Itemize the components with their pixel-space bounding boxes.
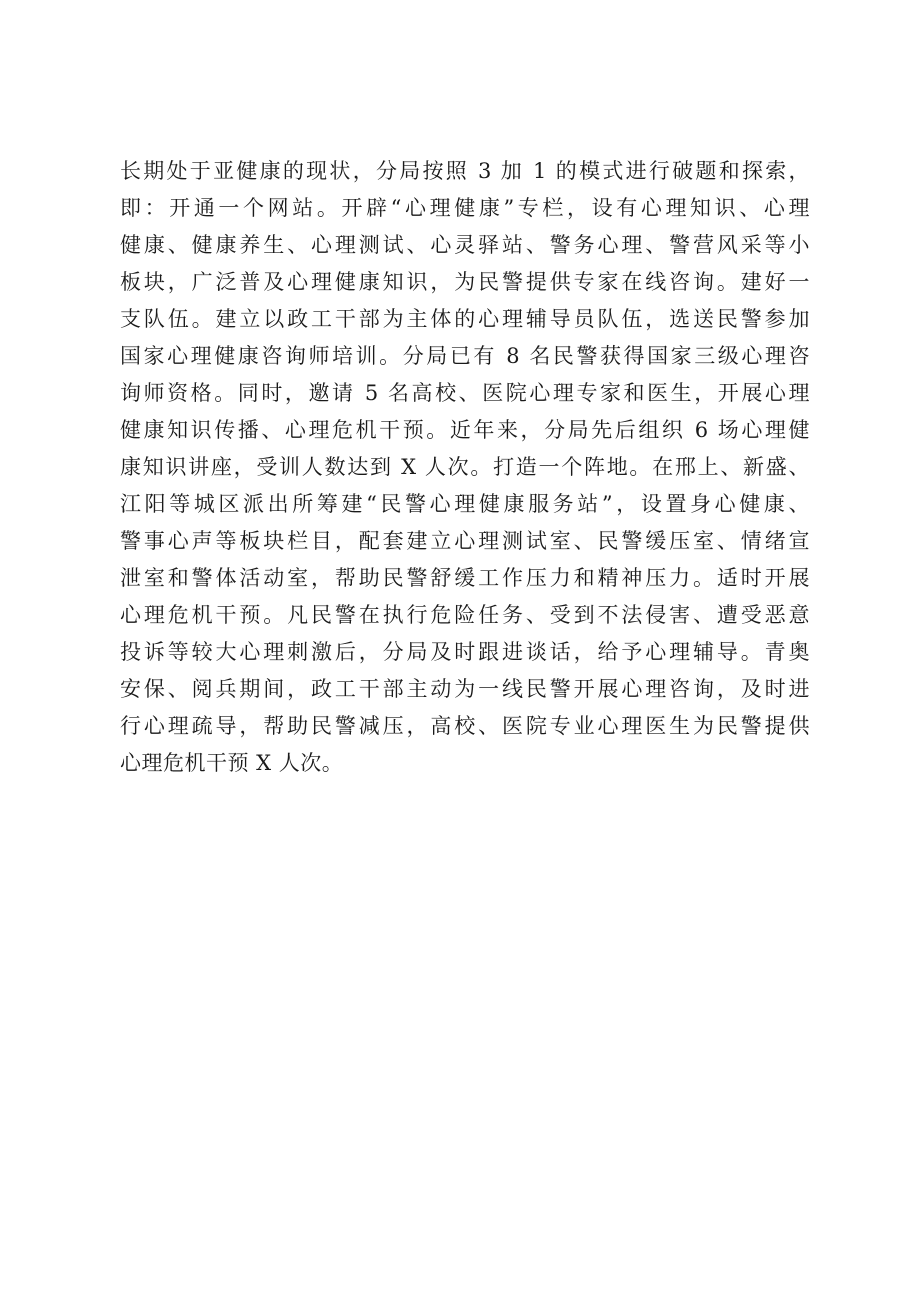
text-line: 安保、阅兵期间，政工干部主动为一线民警开展心理咨询，及时进 [120, 677, 810, 701]
text-line: 投诉等较大心理刺激后，分局及时跟进谈话，给予心理辅导。青奥 [120, 640, 810, 664]
text-line: 健康、健康养生、心理测试、心灵驿站、警务心理、警营风采等小 [120, 233, 810, 257]
text-line: 康知识讲座，受训人数达到 X 人次。打造一个阵地。在邢上、新盛、 [120, 455, 810, 479]
text-line: 泄室和警体活动室，帮助民警舒缓工作压力和精神压力。适时开展 [120, 566, 810, 590]
text-line: 长期处于亚健康的现状，分局按照 3 加 1 的模式进行破题和探索， [120, 159, 810, 183]
text-line: 支队伍。建立以政工干部为主体的心理辅导员队伍，选送民警参加 [120, 307, 810, 331]
text-line-last: 心理危机干预 X 人次。 [120, 751, 344, 775]
text-line: 健康知识传播、心理危机干预。近年来，分局先后组织 6 场心理健 [120, 418, 810, 442]
body-paragraph [120, 153, 810, 782]
text-line: 警事心声等板块栏目，配套建立心理测试室、民警缓压室、情绪宣 [120, 529, 810, 553]
text-line: 心理危机干预。凡民警在执行危险任务、受到不法侵害、遭受恶意 [120, 603, 810, 627]
text-line: 询师资格。同时，邀请 5 名高校、医院心理专家和医生，开展心理 [120, 381, 810, 405]
text-line: 江阳等城区派出所筹建“民警心理健康服务站”，设置身心健康、 [120, 492, 810, 516]
text-line: 行心理疏导，帮助民警减压，高校、医院专业心理医生为民警提供 [120, 714, 810, 738]
text-line: 国家心理健康咨询师培训。分局已有 8 名民警获得国家三级心理咨 [120, 344, 810, 368]
text-line: 即：开通一个网站。开辟“心理健康”专栏，设有心理知识、心理 [120, 196, 810, 220]
text-line: 板块，广泛普及心理健康知识，为民警提供专家在线咨询。建好一 [120, 270, 810, 294]
